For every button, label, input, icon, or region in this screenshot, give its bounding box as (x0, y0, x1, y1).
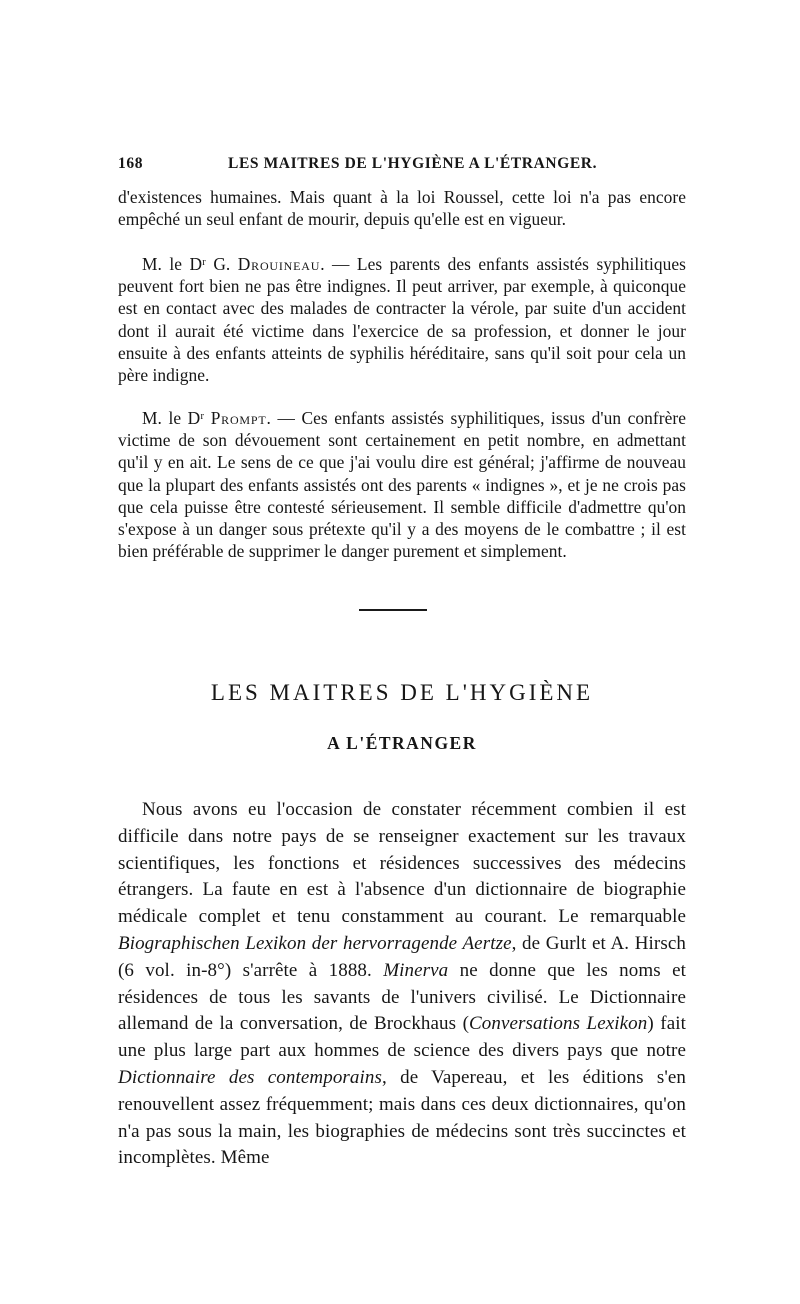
paragraph-text: . — Les parents des enfants assistés syphilitiques peuvent fort bien ne pas être indignes. Il peut arriver, par exemple, à quiconque est en contact avec des malades de contracter la vérole, par suite d'un accident dont il aurait été victime dans l'exercice de sa profession, et donner le jour ensuite à des enfants atteints de syphilis héréditaire, sans qu'il soit pour cela un père indigne. (118, 254, 686, 386)
paragraph-continuation (118, 186, 686, 230)
italic-title: Minerva (383, 959, 449, 981)
running-header (118, 155, 686, 181)
section-title: LES MAITRES DE L'HYGIÈNE (210, 680, 594, 705)
section-subtitle: A L'ÉTRANGER (327, 733, 477, 753)
paragraph-intro (118, 797, 686, 1172)
text-run: ne donne que les noms et résidences de tous les savants de l'univers civilisé. Le Dictionnaire allemand de la conversation, de Brockhaus ( (118, 959, 686, 1035)
running-title: LES MAITRES DE L'HYGIÈNE A L'ÉTRANGER. (228, 155, 598, 172)
page-number: 168 (118, 155, 144, 172)
italic-title: Biographischen Lexikon der hervorragende Aertze (118, 932, 512, 954)
paragraph-drouineau (118, 253, 686, 386)
speaker-name: Prompt (210, 408, 267, 428)
text-run: , de Vapereau, et les éditions s'en renouvellent assez fréquemment; mais dans ces deux dictionnaires, qu'on n'a pas sous la main, les biographies de médecins sont très succinctes et incomplètes. Même (118, 1066, 687, 1169)
text-run: Nous avons eu l'occasion de constater récemment combien il est difficile dans notre pays de se renseigner exactement sur les travaux scientifiques, les fonctions et résidences successives des médecins étrangers. La faute en est à l'absence d'un dictionnaire de biographie médicale complet et tenu constamment au courant. Le remarquable (118, 799, 686, 928)
paragraph-text: d'existences humaines. Mais quant à la loi Roussel, cette loi n'a pas encore empêché un seul enfant de mourir, depuis qu'elle est en vigueur. (118, 187, 686, 230)
speaker-prefix: M. le Dʳ G. (142, 254, 238, 274)
section-divider (359, 609, 427, 611)
paragraph-text: . — Ces enfants assistés syphilitiques, issus d'un confrère victime de son dévouement sont certainement en petit nombre, en admettant qu'il y en ait. Le sens de ce que j'ai voulu dire est général; j'affirme de nouveau que la plupart des enfants assistés ont des parents « indignes », et je ne crois pas que cela puisse être contesté sérieusement. Il semble difficile d'admettre qu'on s'expose à un danger sous prétexte qu'il y a des moyens de le combattre ; il est bien préférable de supprimer le danger purement et simplement. (118, 408, 686, 562)
text-run: , de Gurlt et A. Hirsch (6 vol. in-8°) s'arrête à 1888. (118, 932, 686, 981)
text-run: ) fait une plus large part aux hommes de science des divers pays que notre (118, 1013, 686, 1062)
speaker-prefix: M. le Dʳ (142, 408, 211, 428)
paragraph-prompt (118, 407, 686, 562)
italic-title: Conversations Lexikon (469, 1013, 648, 1035)
italic-title: Dictionnaire des contemporains (118, 1066, 382, 1088)
speaker-name: Drouineau (237, 254, 321, 274)
